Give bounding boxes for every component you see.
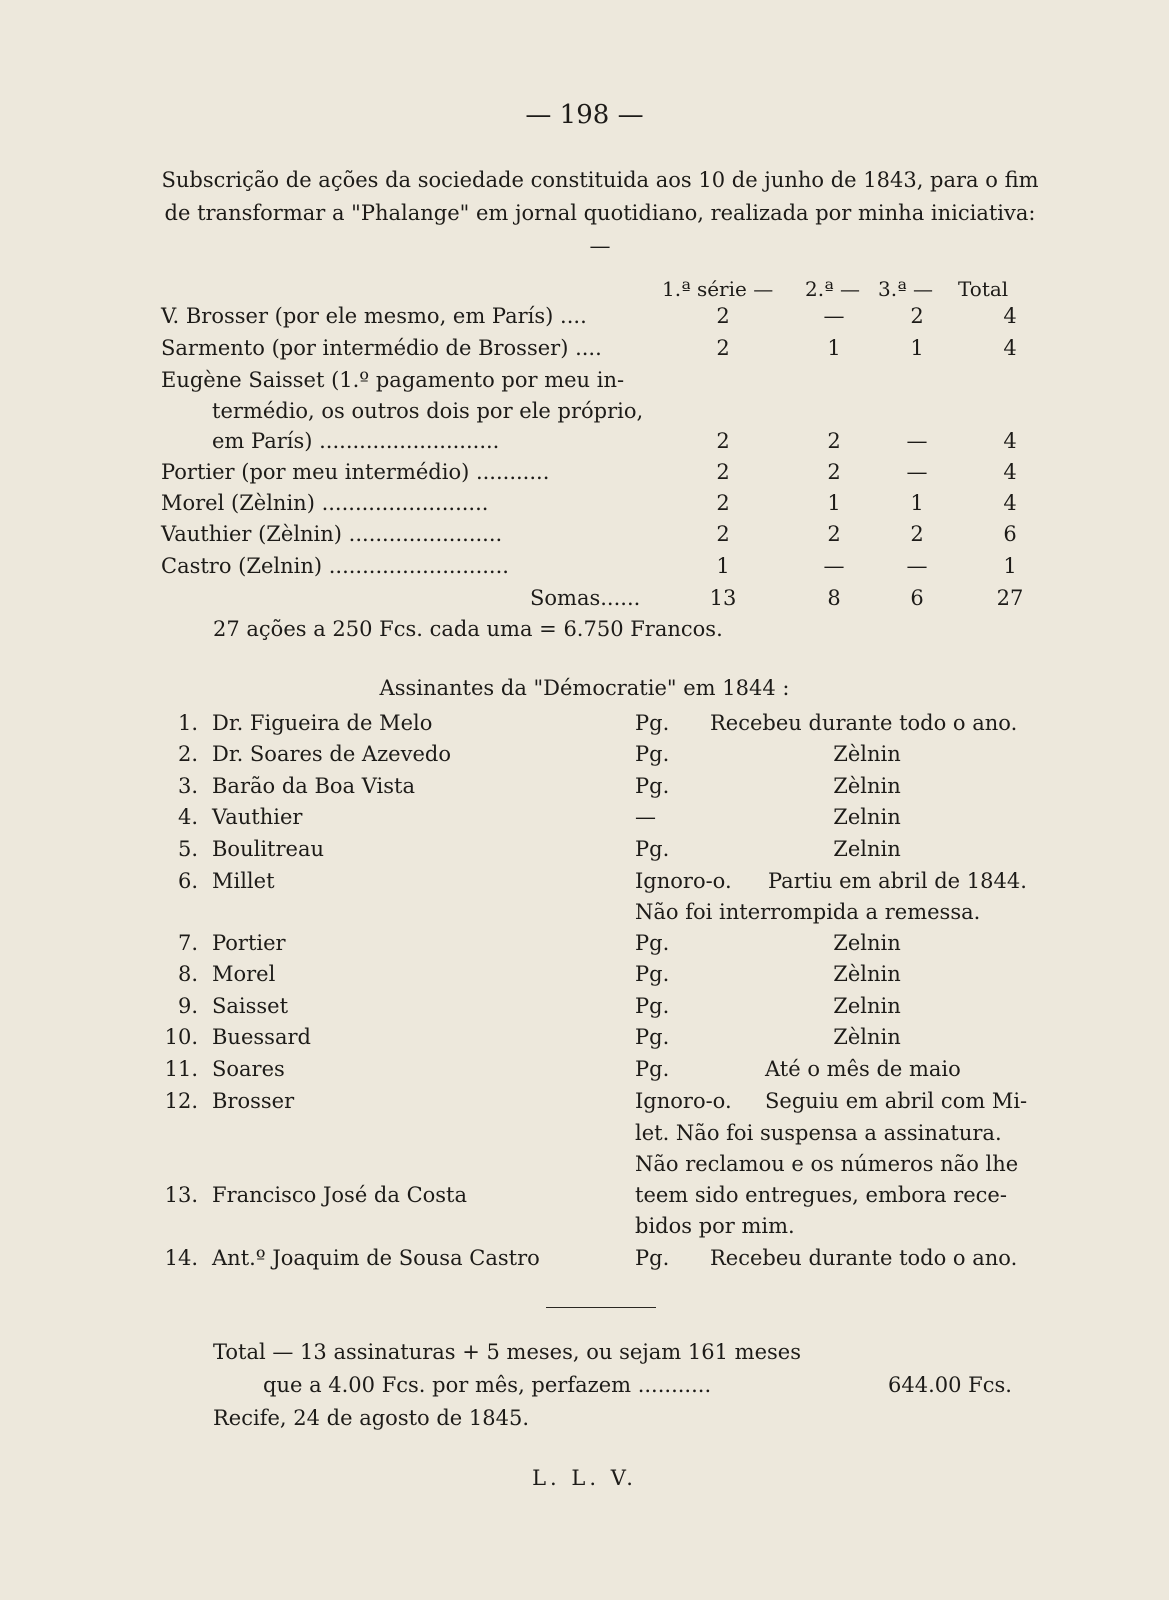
subscribers-title: Assinantes da "Démocratie" em 1844 : bbox=[379, 676, 790, 700]
header-serie2: 2.ª — bbox=[805, 277, 860, 301]
total-amount: 644.00 Fcs. bbox=[888, 1373, 1012, 1397]
list-item: Não foi interrompida a remessa. bbox=[635, 900, 981, 924]
list-item-continuation: let. Não foi suspensa a assinatura. bbox=[635, 1121, 1002, 1145]
table-row: em París) ........................... 2 2 — 4 bbox=[212, 429, 1017, 453]
table-row: Vauthier (Zèlnin) ....................... 2 2 2 6 bbox=[161, 522, 1017, 546]
divider bbox=[546, 1307, 656, 1308]
header-total: Total bbox=[958, 277, 1009, 301]
header-serie3: 3.ª — bbox=[878, 277, 933, 301]
list-item: 3. Barão da Boa Vista Pg. Zèlnin bbox=[177, 774, 901, 798]
header-serie1: 1.ª série — bbox=[662, 277, 774, 301]
list-item: 14. Ant.º Joaquim de Sousa Castro Pg. Recebeu durante todo o ano. bbox=[164, 1246, 1018, 1270]
table-row: V. Brosser (por ele mesmo, em París) .... 2 — 2 4 bbox=[161, 304, 1017, 328]
total-line-1: Total — 13 assinaturas + 5 meses, ou sejam 161 meses bbox=[213, 1340, 801, 1364]
list-item: 2. Dr. Soares de Azevedo Pg. Zèlnin bbox=[177, 742, 901, 766]
table-row: Morel (Zèlnin) ......................... 2 1 1 4 bbox=[161, 491, 1017, 515]
list-item: 6. Millet Ignoro-o. Partiu em abril de 1844. bbox=[177, 869, 1027, 893]
list-item: 13. Francisco José da Costa teem sido entregues, embora rece- bbox=[164, 1183, 1007, 1207]
list-item: 5. Boulitreau Pg. Zelnin bbox=[177, 837, 901, 861]
list-item: 12. Brosser Ignoro-o. Seguiu em abril com Mi- bbox=[164, 1089, 1028, 1113]
list-item: 4. Vauthier — Zelnin bbox=[177, 805, 901, 829]
list-item: 10. Buessard Pg. Zèlnin bbox=[164, 1025, 901, 1049]
total-line-2: que a 4.00 Fcs. por mês, perfazem ........... bbox=[263, 1373, 712, 1397]
acoes-total: 27 ações a 250 Fcs. cada uma = 6.750 Francos. bbox=[213, 617, 723, 641]
table-row: termédio, os outros dois por ele próprio, bbox=[212, 399, 644, 423]
list-item: 11. Soares Pg. Até o mês de maio bbox=[164, 1057, 961, 1081]
place-date: Recife, 24 de agosto de 1845. bbox=[213, 1406, 530, 1430]
signature: L. L. V. bbox=[532, 1466, 637, 1490]
table-row: Sarmento (por intermédio de Brosser) .... 2 1 1 4 bbox=[161, 336, 1017, 360]
somas-row: Somas...... 13 8 6 27 bbox=[530, 586, 1024, 610]
list-item-continuation: bidos por mim. bbox=[635, 1214, 795, 1238]
list-item: 1. Dr. Figueira de Melo Pg. Recebeu durante todo o ano. bbox=[177, 711, 1018, 735]
table-row: Castro (Zelnin) ........................... 1 — — 1 bbox=[161, 554, 1017, 578]
intro-paragraph: Subscrição de ações da sociedade constituida aos 10 de junho de 1843, para o fim de transformar a "Phalange" em jornal quotidiano, realizada por minha iniciativa: — bbox=[161, 168, 1039, 258]
page-number: — 198 — bbox=[525, 100, 644, 130]
list-item: 8. Morel Pg. Zèlnin bbox=[177, 962, 901, 986]
list-item: 7. Portier Pg. Zelnin bbox=[177, 931, 901, 955]
table-row: Eugène Saisset (1.º pagamento por meu in- bbox=[161, 368, 625, 392]
table-row: Portier (por meu intermédio) ........... 2 2 — 4 bbox=[161, 460, 1017, 484]
list-item-continuation: Não reclamou e os números não lhe bbox=[635, 1152, 1019, 1176]
list-item: 9. Saisset Pg. Zelnin bbox=[177, 994, 901, 1018]
